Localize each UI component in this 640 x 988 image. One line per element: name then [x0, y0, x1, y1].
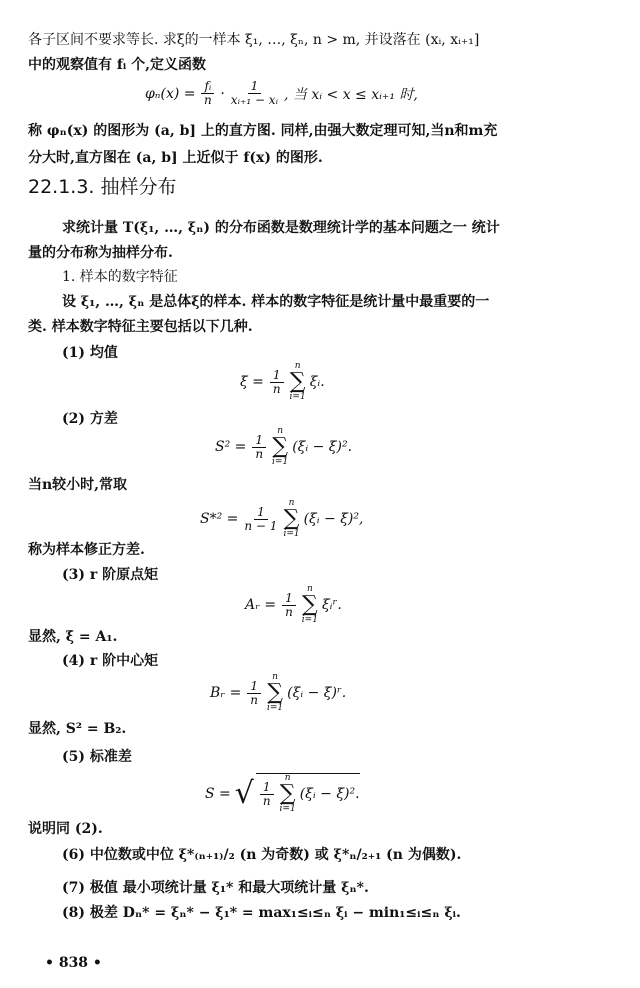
formula-lhs: φₙ(x) =: [145, 85, 196, 102]
numerator: fᵢ: [201, 80, 214, 94]
denominator: n − 1: [244, 518, 278, 533]
page-number: • 838 •: [45, 955, 102, 971]
text-line: 求统计量 T(ξ₁, …, ξₙ) 的分布函数是数理统计学的基本问题之一 统计: [62, 220, 500, 236]
subsection-title: 1. 样本的数字特征: [62, 269, 178, 285]
text-line: 分大时,直方图在 (a, b] 上近似于 f(x) 的图形.: [28, 150, 323, 166]
formula-lhs: S =: [205, 785, 231, 802]
formula-body: (ξᵢ − ξ̄)ʳ.: [287, 685, 347, 701]
formula-body: (ξᵢ − ξ̄)².: [299, 786, 360, 802]
sum-lower: i=1: [266, 703, 284, 713]
sum-symbol: n ∑ i=1: [289, 361, 306, 402]
numerator: 1: [252, 434, 266, 448]
numerator: 1: [248, 80, 262, 94]
formula-lhs: ξ̄ =: [240, 374, 264, 390]
denominator: n: [250, 692, 259, 707]
sum-upper: n: [284, 773, 291, 783]
item-median: (6) 中位数或中位 ξ*₍ₙ₊₁₎/₂ (n 为奇数) 或 ξ*ₙ/₂₊₁ (n 为偶数).: [62, 847, 462, 863]
sum-symbol: n ∑ i=1: [279, 773, 296, 814]
text-line: 类. 样本数字特征主要包括以下几种.: [28, 319, 253, 335]
text-line: 量的分布称为抽样分布.: [28, 245, 173, 261]
sum-upper: n: [277, 426, 283, 436]
text-line: 设 ξ₁, …, ξₙ 是总体ξ的样本. 样本的数字特征是统计量中最重要的一: [62, 294, 490, 310]
item-central-moment: (4) r 阶中心矩: [62, 653, 159, 669]
formula-body: (ξᵢ − ξ̄)²,: [303, 511, 364, 527]
formula-histogram: [145, 80, 418, 107]
formula-body: (ξᵢ − ξ̄)².: [292, 439, 353, 455]
formula-lhs: Bᵣ =: [210, 685, 242, 701]
item-variance: (2) 方差: [62, 411, 118, 427]
formula-standard-deviation: [205, 773, 360, 814]
formula-central-moment: [210, 673, 346, 713]
text-line: 显然, S² = B₂.: [28, 721, 127, 737]
sum-symbol: n ∑ i=1: [266, 672, 284, 713]
denominator: n: [285, 604, 293, 619]
square-root-symbol: √: [234, 776, 254, 811]
fraction: [270, 369, 284, 396]
fraction: [247, 680, 261, 707]
fraction: [201, 80, 214, 107]
denominator: n: [262, 793, 271, 808]
sum-symbol: n ∑ i=1: [301, 584, 318, 625]
item-range: (8) 极差 Dₙ* = ξₙ* − ξ₁* = max₁≤ᵢ≤ₙ ξᵢ − min₁≤ᵢ≤ₙ ξᵢ.: [62, 905, 461, 921]
text-line: 中的观察值有 fᵢ 个,定义函数: [28, 57, 206, 73]
text-line: 称 φₙ(x) 的图形为 (a, b] 上的直方图. 同样,由强大数定理可知,当n和m充: [28, 123, 498, 139]
dot: ·: [220, 85, 225, 102]
numerator: 1: [282, 592, 296, 606]
formula-lhs: S² =: [215, 439, 247, 455]
fraction: [244, 506, 277, 533]
sum-lower: i=1: [283, 529, 300, 539]
sum-upper: n: [294, 361, 301, 371]
text-line: 称为样本修正方差.: [28, 542, 145, 558]
denominator: n: [255, 446, 264, 461]
item-mean: (1) 均值: [62, 345, 118, 361]
radicand: [256, 773, 360, 814]
numerator: 1: [254, 506, 268, 520]
sum-lower: i=1: [279, 804, 296, 814]
text-line: 当n较小时,常取: [28, 477, 128, 493]
sum-symbol: n ∑ i=1: [272, 426, 289, 467]
formula-raw-moment: [245, 585, 342, 625]
text-line: 各子区间不要求等长. 求ξ的一样本 ξ₁, …, ξₙ, n > m, 并设落在 (xᵢ, xᵢ₊₁]: [28, 32, 480, 48]
formula-condition: , 当 xᵢ < x ≤ xᵢ₊₁ 时,: [284, 86, 418, 103]
sum-lower: i=1: [289, 392, 306, 402]
fraction: [231, 80, 278, 107]
fraction: [252, 434, 266, 461]
fraction: [282, 592, 296, 619]
numerator: 1: [260, 781, 274, 795]
text-line: 说明同 (2).: [28, 821, 103, 837]
formula-corrected-variance: [200, 499, 363, 539]
numerator: 1: [270, 369, 284, 383]
sum-lower: i=1: [272, 457, 289, 467]
formula-mean: [240, 362, 325, 402]
fraction: [260, 781, 274, 808]
sum-symbol: n ∑ i=1: [283, 498, 300, 539]
formula-lhs: Aᵣ =: [245, 597, 277, 613]
formula-variance: [215, 427, 352, 467]
formula-body: ξᵢ.: [309, 374, 325, 390]
sum-upper: n: [306, 584, 313, 594]
sum-upper: n: [272, 672, 278, 682]
item-standard-deviation: (5) 标准差: [62, 749, 132, 765]
item-raw-moment: (3) r 阶原点矩: [62, 567, 159, 583]
denominator: n: [272, 381, 281, 396]
sum-lower: i=1: [301, 615, 318, 625]
formula-lhs: S*² =: [200, 511, 239, 527]
numerator: 1: [247, 680, 261, 694]
text-line: 显然, ξ̄ = A₁.: [28, 629, 118, 645]
formula-body: ξᵢʳ.: [321, 597, 342, 613]
item-extremes: (7) 极值 最小项统计量 ξ₁* 和最大项统计量 ξₙ*.: [62, 880, 369, 896]
denominator: n: [204, 93, 212, 107]
denominator: xᵢ₊₁ − xᵢ: [230, 93, 278, 107]
sum-upper: n: [288, 498, 295, 508]
section-heading: 22.1.3. 抽样分布: [28, 176, 177, 198]
